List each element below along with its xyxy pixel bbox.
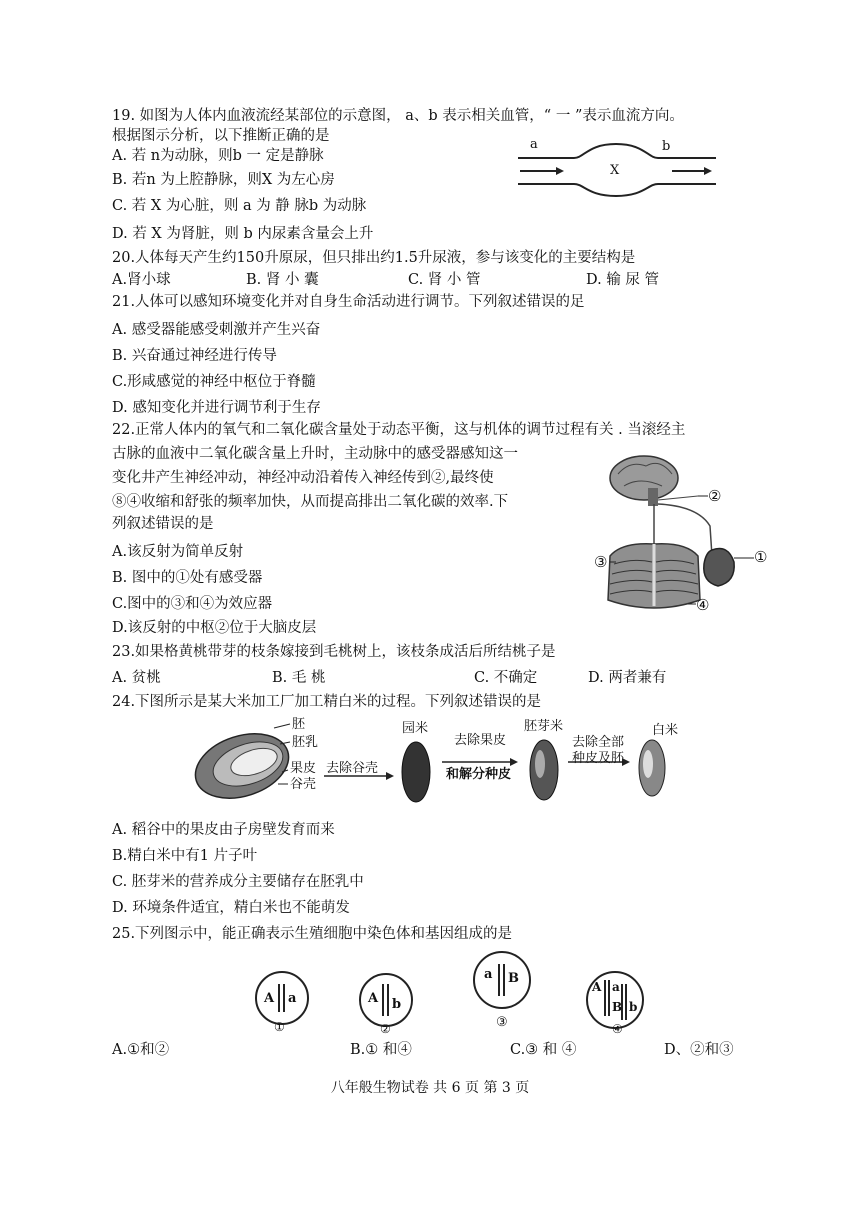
round-rice-shape — [402, 742, 430, 802]
cell-4-gene-2: a — [612, 980, 620, 994]
q24-stem: 24.下图所示是某大米加工厂加工精白米的过程。下列叙述错误的是 — [112, 694, 542, 710]
q20-stem: 20.人体每天产生约150升原尿，但只排出约1.5升尿液，参与该变化的主要结构是 — [112, 250, 636, 266]
label-x: X — [610, 163, 620, 178]
label-quguke: 去除谷壳 — [326, 761, 379, 776]
q22-stem-line4: ⑧④收缩和舒张的频率加快，从而提高排出二氧化碳的效率.下 — [112, 494, 509, 510]
q22-stem-line1: 22.正常人体内的氧气和二氧化碳含量处于动态平衡，这与机体的调节过程有关 . 当滚经主 — [112, 422, 686, 438]
num-3: ③ — [496, 1015, 508, 1030]
q22-option-a: A.该反射为简单反射 — [112, 544, 244, 560]
reflex-figure — [588, 446, 782, 622]
q25-stem: 25.下列图示中，能正确表示生殖细胞中染色体和基因组成的是 — [112, 926, 513, 942]
label-3: ③ — [594, 553, 608, 571]
q24-option-b: B.精白米中有1 片子叶 — [112, 848, 258, 864]
num-1: ① — [274, 1020, 285, 1034]
cell-2 — [358, 972, 414, 1028]
q24-option-a: A. 稻谷中的果皮由子房壁发育而来 — [112, 822, 335, 838]
label-b: b — [662, 139, 671, 154]
q25-option-d: D、②和③ — [664, 1042, 734, 1058]
reflex-diagram — [588, 446, 782, 622]
label-step3a: 去除全部 — [572, 735, 625, 750]
cell-4-gene-3: B — [612, 1000, 623, 1014]
q23-stem: 23.如果格黄桃带芽的枝条嫁接到毛桃树上，该枝条成活后所结桃子是 — [112, 644, 556, 660]
label-step2b: 和解分种皮 — [446, 767, 512, 782]
cell-4-gene-1: A — [592, 980, 602, 994]
label-baimi: 白米 — [652, 723, 679, 738]
q22-option-d: D.该反射的中枢②位于大脑皮层 — [112, 620, 317, 636]
cell-3-gene-1: a — [484, 967, 493, 982]
label-guke: 谷壳 — [290, 777, 317, 792]
q21-option-d: D. 感知变化并进行调节利于生存 — [112, 400, 321, 416]
q25-option-a: A.①和② — [112, 1042, 170, 1058]
q20-option-c: C. 肾 小 管 — [408, 272, 481, 288]
q19-option-c: C. 若 X 为心脏，则 a 为 静 脉b 为动脉 — [112, 198, 367, 214]
q24-option-d: D. 环境条件适宜，精白米也不能萌发 — [112, 900, 350, 916]
label-4: ④ — [696, 596, 710, 614]
q22-option-c: C.图中的③和④为效应器 — [112, 596, 273, 612]
q23-option-a: A. 贫桃 — [112, 670, 161, 686]
label-peiyami: 胚芽米 — [524, 719, 564, 734]
q21-option-b: B. 兴奋通过神经进行传导 — [112, 348, 277, 364]
q22-stem-line3: 变化井产生神经冲动，神经冲动沿着传入神经传到②,最终使 — [112, 470, 494, 486]
q21-option-c: C.形咸感觉的神经中枢位于脊髓 — [112, 374, 316, 390]
label-pei: 胚 — [292, 717, 306, 732]
label-step2a: 去除果皮 — [454, 733, 507, 748]
label-yuanmi: 园米 — [402, 721, 429, 736]
num-4: ④ — [612, 1022, 623, 1036]
cell-2-gene-2: b — [392, 997, 402, 1012]
cell-1 — [254, 970, 310, 1026]
q21-stem: 21.人体可以感知环境变化并对自身生命活动进行调节。下列叙述错误的足 — [112, 294, 585, 310]
num-2: ② — [380, 1022, 391, 1036]
q25-option-b: B.① 和④ — [350, 1042, 412, 1058]
brain-shape — [610, 456, 678, 500]
label-1: ① — [754, 548, 768, 566]
q22-stem-line2: 古脉的血液中二氧化碳含量上升时，主动脉中的感受器感知这一 — [112, 446, 518, 462]
q21-option-a: A. 感受器能感受刺激并产生兴奋 — [112, 322, 321, 338]
heart-shape — [704, 549, 734, 587]
q20-option-a: A.肾小球 — [112, 272, 171, 288]
cell-3-gene-2: B — [508, 971, 519, 986]
q24-option-c: C. 胚芽米的营养成分主要储存在胚乳中 — [112, 874, 364, 890]
q19-stem-line2: 根据图示分析，以下推断正确的是 — [112, 128, 330, 144]
rice-process-figure — [190, 714, 690, 810]
page-footer: 八年般生物试卷 共 6 页 第 3 页 — [330, 1080, 530, 1096]
cell-1-gene-2: a — [288, 991, 297, 1006]
q20-option-b: B. 肾 小 囊 — [246, 272, 319, 288]
label-a: a — [530, 137, 538, 152]
q25-option-c: C.③ 和 ④ — [510, 1042, 577, 1058]
q22-stem-line5: 列叙述错误的是 — [112, 516, 214, 532]
cell-4-gene-4: b — [629, 1000, 638, 1014]
label-2: ② — [708, 487, 722, 505]
q19-option-a: A. 若 n为动脉，则b 一 定是静脉 — [112, 148, 324, 164]
q22-option-b: B. 图中的①处有感受器 — [112, 570, 263, 586]
cell-4 — [584, 970, 646, 1030]
cell-2-gene-1: A — [368, 991, 379, 1006]
q23-option-d: D. 两者兼有 — [588, 670, 667, 686]
q19-stem-line1: 19. 如图为人体内血液流经某部位的示意图， a、b 表示相关血管，“ 一 ”表示血流方向。 — [112, 108, 684, 124]
label-peiru: 胚乳 — [292, 735, 319, 750]
q19-option-d: D. 若 X 为肾脏，则 b 内尿素含量会上升 — [112, 226, 374, 242]
q20-option-d: D. 输 尿 管 — [586, 272, 660, 288]
label-guopi: 果皮 — [290, 761, 317, 776]
blood-vessel-figure — [512, 138, 722, 200]
q23-option-b: B. 毛 桃 — [272, 670, 326, 686]
q19-option-b: B. 若n 为上腔静脉，则X 为左心房 — [112, 172, 335, 188]
label-step3b: 种皮及胚 — [572, 751, 625, 766]
q23-option-c: C. 不确定 — [474, 670, 538, 686]
cell-1-gene-1: A — [264, 991, 275, 1006]
cell-3 — [472, 950, 532, 1010]
